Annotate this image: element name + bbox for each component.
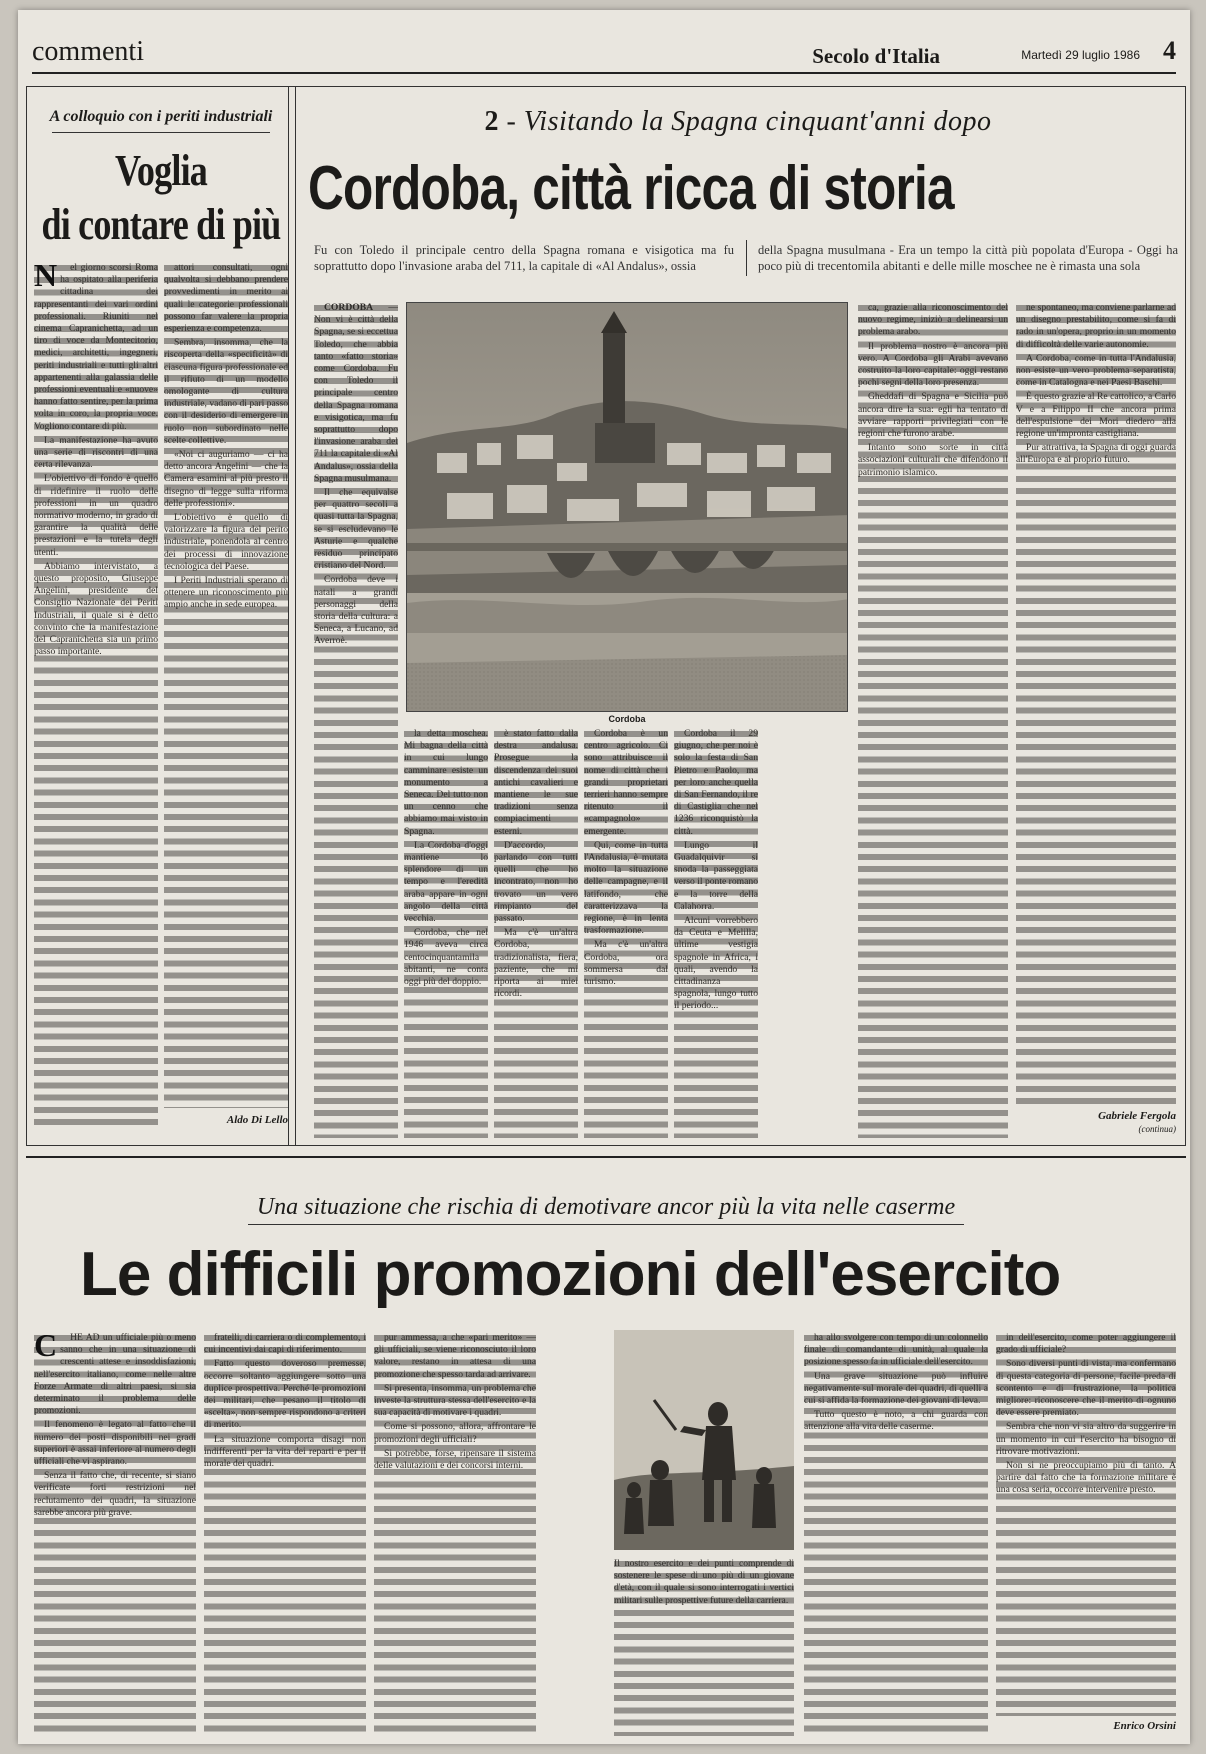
newspaper-page [18,10,1190,1744]
paragraph: Tutto questo è noto, a chi guarda con attenzione alla vita delle caserme. [804,1409,988,1433]
issue-date: Martedì 29 luglio 1986 [1021,48,1140,62]
paragraph: Gheddafi di Spagna e Sicilia può ancora dire la sua: egli ha tentato di avviare rapporti privilegiati con le regioni che furono arabe. [858,391,1008,440]
page-number: 4 [1163,36,1176,65]
bottom-column-2 [204,1332,366,1736]
bottom-column-1 [34,1332,196,1736]
paragraph: Ma c'è un'altra Cordoba, ora sommersa dal turismo. [584,939,668,988]
paragraph: HE AD un ufficiale più o meno sanno che in una situazione di crescenti attese e insoddisfazioni, nell'esercito italiano, come nelle altre Forze Armate di altri paesi, si sia determinato il problema delle promozioni. [34,1332,196,1417]
army-photo-image [614,1330,794,1550]
paragraph: fratelli, di carriera o di complemento, i cui incentivi dai capi di riferimento. [204,1332,366,1356]
paragraph: L'obiettivo di fondo è quello di ridefinire il ruolo delle professioni in un quadro normativo moderno, in grado di garantire la qualità delle prestazioni e la tutela degli utenti. [34,473,158,558]
sidebar-dropcap: N [34,262,58,293]
cordoba-photo [406,302,848,712]
paragraph: Intanto sono sorte in città associazioni culturali che difendono il patrimonio islamico. [858,442,1008,478]
paragraph: Cordoba è un centro agricolo. Ci sono attribuisce il nome di città che i grandi proprietari terrieri hanno sempre ritenuto il «campagnolo» emergente. [584,728,668,837]
paragraph: la detta moschea. Mi bagna della città in cui lungo camminare esiste un monumento a Seneca. Del tutto non un cenno che abbiamo mai visto in Spagna. [404,728,488,837]
lede-divider [746,240,747,276]
paragraph: ne spontaneo, ma conviene parlarne ad un disegno prestabilito, come si fa di rado in un'opera, proprio in un momento di difficoltà delle varie autonomie. [1016,302,1176,350]
main-column-b [404,728,488,1138]
paragraph: Cordoba, che nel 1946 aveva circa centocinquantamila abitanti, ne conta oggi più del doppio. [404,927,488,988]
bottom-headline: Le difficili promozioni dell'esercito [80,1240,1061,1309]
paragraph: «Noi ci auguriamo — ci ha detto ancora Angelini — che la Camera esamini al più presto il disegno di legge sulla riforma delle professioni». [164,449,288,509]
main-kicker-number: 2 [484,106,499,137]
paragraph: La manifestazione ha avuto una serie di riscontri di una certa rilevanza. [34,434,158,471]
main-continued: (continua) [1138,1124,1176,1134]
paragraph: Cordoba deve i natali a grandi personaggi della storia della cultura: a Seneca, a Lucano, ad Averroè. [314,574,398,647]
paragraph: La Cordoba d'oggi mantiene lo splendore di un tempo e l'eredità araba appare in ogni angolo della città vecchia. [404,839,488,925]
paragraph: Fatto questo doveroso premesse, occorre soltanto aggiungere sotto una duplice prospettiva. Perché le promozioni dei militari, che pesano il titolo di «scelta», non sempre rispondono a criteri di merito. [204,1358,366,1431]
bottom-column-3 [374,1332,536,1736]
paragraph: Si presenta, insomma, un problema che investe la struttura stessa dell'esercito e la sua capacità di motivare i quadri. [374,1382,536,1419]
paragraph: ca, grazie alla riconoscimento del nuovo regime, iniziò a delinearsi un problema arabo. [858,302,1008,338]
main-kicker-text: Visitando la Spagna cinquant'anni dopo [523,106,992,137]
sidebar-title-line2: di contare di più [41,200,281,249]
masthead [32,30,1176,74]
paragraph [314,302,398,485]
paragraph: Qui, come in tutta l'Andalusia, è mutata molto la situazione delle campagne, e il latifondo, che caratterizzava la regione, è in lenta trasformazione. [584,839,668,937]
bottom-kicker: Una situazione che rischia di demotivare ancor più la vita nelle caserme [256,1194,956,1220]
dateline: CORDOBA [324,302,374,313]
paragraph: ha allo svolgere con tempo di un colonnello finale di comandante di unità, al quale la posizione spesso fa in ufficiale dell'esercito. [804,1332,988,1368]
bottom-column-4 [804,1332,988,1736]
cordoba-photo-image [407,303,848,712]
main-column-f [858,302,1008,1138]
paragraph: Il fenomeno è legato al fatto che il numero dei posti disponibili nei gradi superiori è assai inferiore al numero degli ufficiali che vi aspirano. [34,1419,196,1468]
paragraph: A Cordoba, come in tutta l'Andalusia, non esiste un vero problema separatista, come in Catalogna e nei Paesi Baschi. [1016,352,1176,389]
paragraph: L'obiettivo è quello di valorizzare la figura del perito industriale, ponendola al centro dei processi di innovazione tecnologica del Paese. [164,512,288,572]
main-headline: Cordoba, città ricca di storia [308,154,954,223]
paragraph: È questo grazie al Re cattolico, a Carlo V e a Filippo II che ancora prima dell'espulsione dei Mori diedero alla regione un'impronta castigliana. [1016,391,1176,440]
sidebar-kicker-rule [52,132,270,133]
paragraph: Una grave situazione può influire negativamente sul morale dei quadri, di quelli a cui si affida la formazione dei giovani di leva. [804,1370,988,1407]
army-photo-caption: Il nostro esercito e dei punti comprende di sostenere le spese di uno più di un giovane d'età, con il quale si sono interrogati i vertici militari sulle prospettive future della carriera. [614,1558,794,1736]
bottom-kicker-rule [248,1224,964,1225]
paragraph: I Periti Industriali sperano di ottenere un riconoscimento più ampio anche in sede europea. [164,575,288,611]
paragraph: Si potrebbe, forse, ripensare il sistema delle valutazioni e dei concorsi interni. [374,1447,536,1472]
paragraph: D'accordo, parlando con tutti quelli che ho incontrato, non ho trovato un vero rimpianto del passato. [494,839,578,925]
paragraph: attori consultati, ogni qualvolta si debbano prendere provvedimenti in merito ai quali le categorie professionali possono far valere la propria esperienza e competenza. [164,262,288,335]
section-name: commenti [32,36,144,67]
paragraph: Sono diversi punti di vista, ma confermano di questa categoria di persone, facile preda di scontento e di frustrazione, la politica migliore: riconoscere che il merito di ognuno deve essere premiato. [996,1358,1176,1419]
paragraph: Pur attrattiva, la Spagna di oggi guarda all'Europa e al proprio futuro. [1016,442,1176,466]
sidebar-author: Aldo Di Lello [226,1114,288,1126]
paragraph: Alcuni vorrebbero da Ceuta e Melilla, ultime vestigia spagnole in Africa, i quali, avendo la cittadinanza spagnola, lungo tutto il periodo... [674,915,758,1012]
main-column-d [584,728,668,1138]
army-photo [614,1330,794,1550]
cordoba-photo-caption: Cordoba [608,714,646,724]
sidebar-column-1 [34,262,158,1130]
bottom-top-rule [26,1156,1186,1158]
bottom-dropcap: C [34,1332,58,1363]
sidebar-kicker: A colloquio con i periti industriali [49,108,273,125]
paragraph: Cordoba il 29 giugno, che per noi è solo la festa di San Pietro e Paolo, ma per loro anche quella di San Fernando, il re di Castiglia che nel 1236 riconquistò la città. [674,728,758,837]
paragraph: Il che equivalse per quattro secoli a quasi tutta la Spagna, se si escludevano le Asturie e qualche residuo principato cristiano del Nord. [314,487,398,572]
paragraph: el giorno scorsi Roma ha ospitato alla periferia cittadina dei rappresentanti dei vari ordini professionali. Riuniti nel cinema Capranichetta, ad un tiro di voce da Montecitorio, medici, architetti, ingegneri, periti industriali e tutti gli altri appartenenti alla galassia delle professioni eventuali e «nuove» hanno fatto sentire, per la prima volta in coro, la propria voce. Vogliono contare di più. [34,262,158,432]
paragraph: Ma c'è un'altra Cordoba, tradizionalista, fiera, paziente, che mi riporta ai miei ricordi. [494,927,578,1000]
paragraph: pur ammessa, a che «pari merito» — gli ufficiali, se viene riconosciuto il loro valore, restano in attesa di una promozione che spesso tarda ad arrivare. [374,1332,536,1380]
paragraph: Senza il fatto che, di recente, si siano verificate forti restrizioni nel reclutamento dei quadri, la situazione sarebbe ancora più grave. [34,1470,196,1518]
main-lede-left: Fu con Toledo il principale centro della Spagna romana e visigotica ma fu soprattutto dopo l'invasione araba del 711, la capitale di «Al Andalus», ossia [314,243,734,273]
main-column-c [494,728,578,1138]
paragraph: Il problema nostro è ancora più vero. A Cordoba gli Arabi avevano costruito la loro capitale: oggi restano pochi segni della loro presenza. [858,340,1008,389]
bottom-column-5 [996,1332,1176,1716]
main-column-e [674,728,758,1138]
sidebar-column-2 [164,262,288,1108]
paragraph: Sembra, insomma, che la riscoperta della «specificità» di ciascuna figura professionale ed il rifiuto di un modello omologante di cultura industriale, vadano di pari passo con il desiderio di emergere in ruolo non subordinato nelle scelte collettive. [164,337,288,446]
main-column-g [1016,302,1176,1106]
paragraph: Lungo il Guadalquivir si snoda la passeggiata verso il ponte romano e la torre della Calahorra. [674,839,758,912]
paragraph: Abbiamo intervistato, a questo proposito, Giuseppe Angelini, presidente del Consiglio Nazionale dei Periti Industriali, il quale si è detto convinto che la manifestazione del Capranichetta sia un primo passo importante. [34,560,158,658]
paragraph: La situazione comporta disagi non indifferenti per la vita dei reparti e per il morale dei quadri. [204,1433,366,1470]
paragraph: Non si ne preoccupiamo più di tanto. A partire dal fatto che la formazione militare è una cosa seria, occorre intervenire presto. [996,1460,1176,1496]
paragraph: Come si possono, allora, affrontare le promozioni degli ufficiali? [374,1421,536,1445]
paragraph-text: — Non vi è città della Spagna, se si eccettua Toledo, che abbia tanto «fatto storia» come Cordoba. Fu con Toledo il principale centro della Spagna romana e visigotica, ma fu soprattutto dopo l'invasione araba del 711 la capitale di «Al Andalus», ossia della Spagna musulmana. [314,302,398,484]
main-kicker: 2 - Visitando la Spagna cinquant'anni dopo [484,106,992,137]
paragraph: è stato fatto dalla destra andalusa. Prosegue la discendenza dei suoi antichi cavalieri e mantiene le sue tradizioni senza compiacimenti esterni. [494,728,578,837]
paragraph: Sembra che non vi sia altro da suggerire in un momento in cui l'esercito ha bisogno di ritrovare motivazioni. [996,1421,1176,1457]
paper-name: Secolo d'Italia [812,44,940,68]
main-column-a [314,302,398,1138]
main-lede-right: della Spagna musulmana - Era un tempo la città più popolata d'Europa - Oggi ha poco più di trecentomila abitanti e delle mille moschee ne è rimasta una sola [758,243,1178,273]
main-author: Gabriele Fergola [1098,1110,1176,1122]
bottom-author: Enrico Orsini [1113,1720,1176,1732]
paragraph: in dell'esercito, come poter aggiungere il grado di ufficiale? [996,1332,1176,1356]
sidebar-title-line1: Voglia [115,146,207,195]
